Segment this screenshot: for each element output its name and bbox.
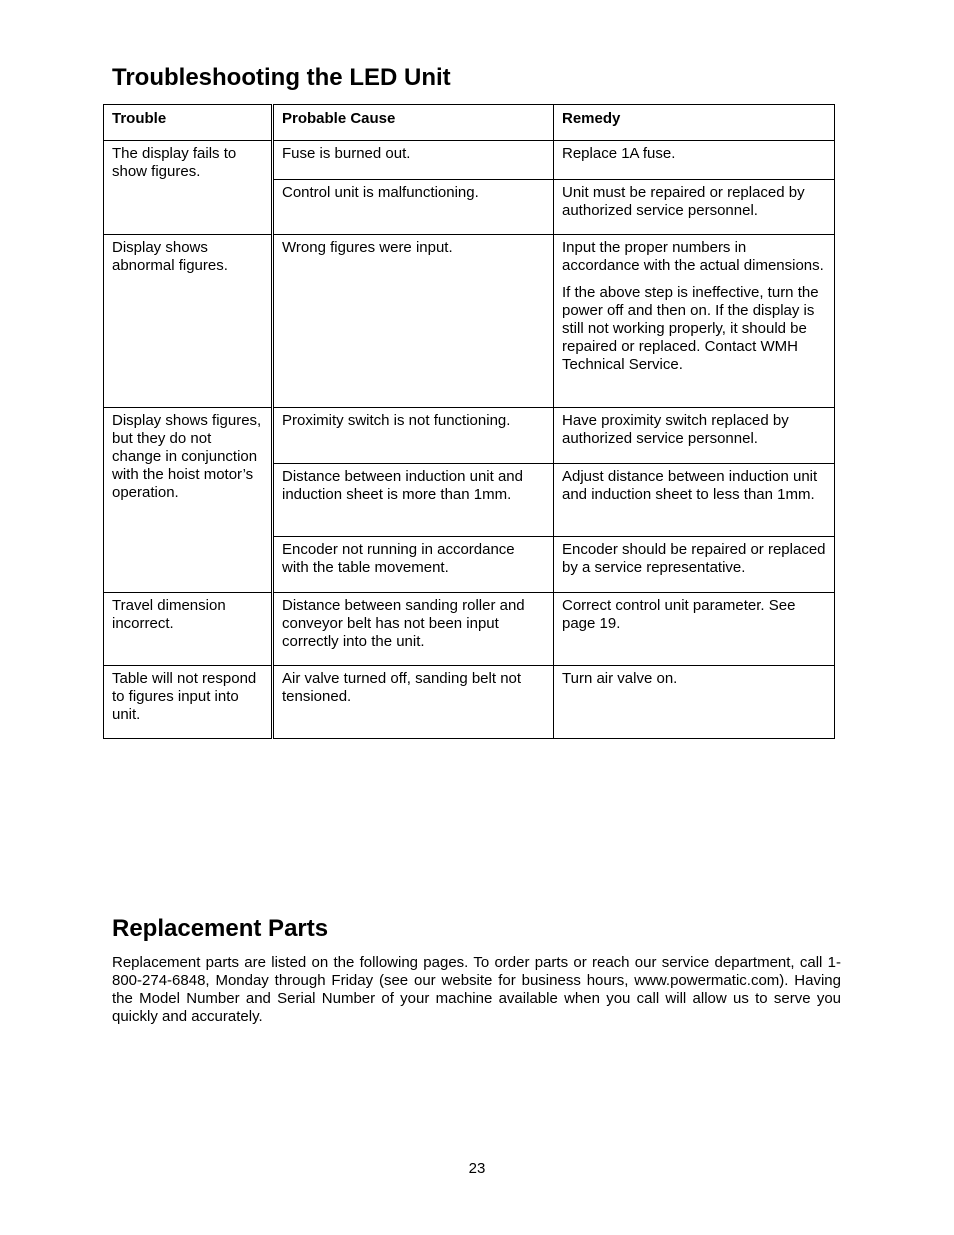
table-row bbox=[104, 408, 835, 464]
probable-cause-cell: Fuse is burned out. bbox=[273, 141, 554, 180]
table-row bbox=[104, 593, 835, 666]
replacement-parts-title: Replacement Parts bbox=[112, 915, 329, 942]
remedy-paragraph: Have proximity switch replaced by authorized service personnel. bbox=[562, 412, 789, 447]
remedy-paragraph: Unit must be repaired or replaced by authorized service personnel. bbox=[562, 184, 805, 219]
table-row bbox=[104, 666, 835, 739]
remedy-paragraph: Replace 1A fuse. bbox=[562, 145, 676, 162]
probable-cause-cell: Wrong figures were input. bbox=[273, 235, 554, 408]
probable-cause-cell: Proximity switch is not functioning. bbox=[273, 408, 554, 464]
troubleshooting-table bbox=[103, 104, 835, 739]
remedy-paragraph: Adjust distance between induction unit and induction sheet to less than 1mm. bbox=[562, 468, 818, 503]
remedy-paragraph: Input the proper numbers in accordance with the actual dimensions. bbox=[562, 239, 824, 274]
page-number: 23 bbox=[468, 1160, 486, 1177]
remedy-paragraph: If the above step is ineffective, turn the power off and then on. If the display is still not working properly, it should be repaired or replaced. Contact WMH Technical Service. bbox=[562, 284, 819, 373]
remedy-cell bbox=[554, 464, 835, 537]
remedy-cell bbox=[554, 593, 835, 666]
troubleshooting-table-body bbox=[104, 141, 835, 739]
header-probable-cause: Probable Cause bbox=[273, 105, 554, 141]
remedy-paragraph: Turn air valve on. bbox=[562, 670, 678, 687]
probable-cause-cell: Air valve turned off, sanding belt not tensioned. bbox=[273, 666, 554, 739]
trouble-cell: Display shows figures, but they do not change in conjunction with the hoist motor’s operation. bbox=[104, 408, 273, 593]
remedy-cell bbox=[554, 666, 835, 739]
probable-cause-cell: Control unit is malfunctioning. bbox=[273, 180, 554, 235]
remedy-cell bbox=[554, 408, 835, 464]
table-row bbox=[104, 141, 835, 180]
trouble-cell: Display shows abnormal figures. bbox=[104, 235, 273, 408]
remedy-cell bbox=[554, 141, 835, 180]
trouble-cell: Table will not respond to figures input into unit. bbox=[104, 666, 273, 739]
remedy-cell bbox=[554, 235, 835, 408]
table-row bbox=[104, 235, 835, 408]
remedy-paragraph: Encoder should be repaired or replaced by a service representative. bbox=[562, 541, 826, 576]
header-trouble: Trouble bbox=[104, 105, 273, 141]
remedy-paragraph: Correct control unit parameter. See page 19. bbox=[562, 597, 796, 632]
probable-cause-cell: Distance between sanding roller and conveyor belt has not been input correctly into the unit. bbox=[273, 593, 554, 666]
probable-cause-cell: Encoder not running in accordance with the table movement. bbox=[273, 537, 554, 593]
replacement-parts-body: Replacement parts are listed on the following pages. To order parts or reach our service department, call 1-800-274-6848, Monday through Friday (see our website for business hours, www.powermatic.com). Having the Model Number and Serial Number of your machine available when you call will allow us to serve you quickly and accurately. bbox=[112, 954, 841, 1025]
probable-cause-cell: Distance between induction unit and induction sheet is more than 1mm. bbox=[273, 464, 554, 537]
remedy-cell bbox=[554, 180, 835, 235]
header-remedy: Remedy bbox=[554, 105, 835, 141]
trouble-cell: The display fails to show figures. bbox=[104, 141, 273, 235]
troubleshooting-title: Troubleshooting the LED Unit bbox=[112, 64, 451, 91]
trouble-cell: Travel dimension incorrect. bbox=[104, 593, 273, 666]
remedy-cell bbox=[554, 537, 835, 593]
table-header-row bbox=[104, 105, 835, 141]
